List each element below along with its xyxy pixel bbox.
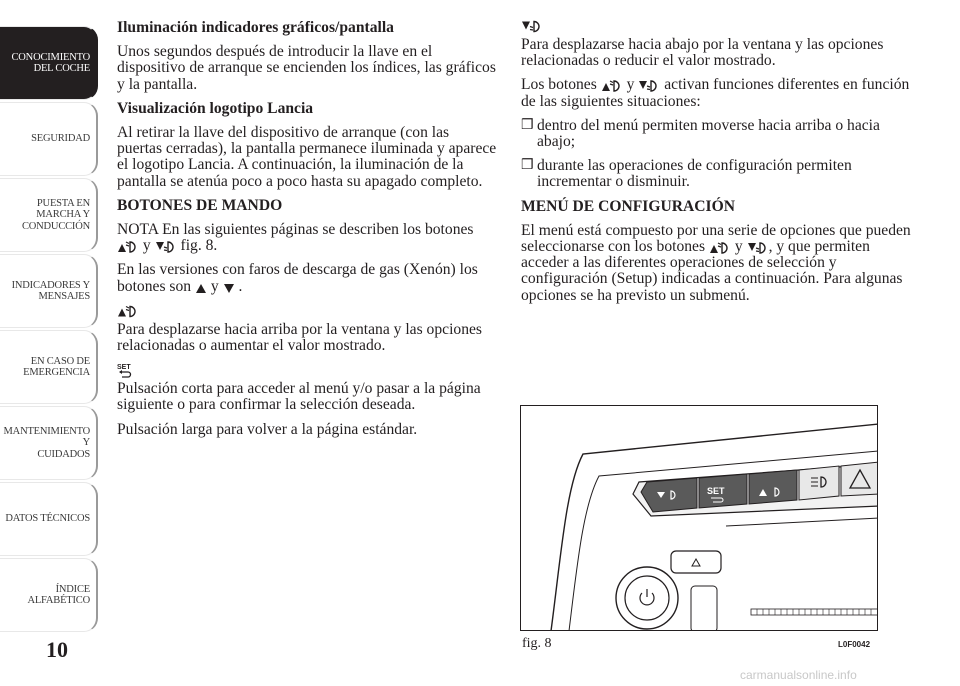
tab-indicadores-y-mensajes[interactable] — [0, 254, 98, 328]
heading-botones-de-mando: BOTONES DE MANDO — [117, 196, 283, 214]
set-icon — [117, 362, 133, 378]
paragraph-botones-funciones: Los botones y activan funciones diferentes en función de las siguientes situaciones: — [521, 76, 910, 110]
tab-en-caso-de-emergencia[interactable] — [0, 330, 98, 404]
arrow-up-light-icon — [709, 240, 731, 254]
arrow-down-light-icon — [521, 18, 543, 33]
tab-label: MANTENIMIENTO Y CUIDADOS — [3, 425, 90, 460]
tab-label: SEGURIDAD — [31, 133, 90, 145]
tab-label: DATOS TÉCNICOS — [5, 513, 90, 525]
tab-label: CONOCIMIENTO DEL COCHE — [11, 51, 90, 74]
triangle-down-icon — [223, 282, 235, 294]
paragraph-nota: NOTA En las siguientes páginas se describen los botones y fig. 8. — [117, 221, 474, 255]
tab-label: INDICADORES Y MENSAJES — [11, 279, 90, 302]
down-button-illustration — [641, 478, 697, 512]
tab-puesta-en-marcha[interactable] — [0, 178, 98, 252]
set-button-text: SET — [707, 486, 725, 496]
arrow-down-light-icon — [638, 78, 660, 92]
power-knob-illustration — [616, 567, 678, 629]
arrow-down-light-icon — [155, 239, 177, 253]
up-button-symbol — [117, 303, 497, 320]
set-button-illustration — [699, 474, 747, 508]
eject-button-illustration — [671, 551, 721, 573]
paragraph-iluminacion: Unos segundos después de introducir la llave en el dispositivo de arranque se encienden los índices, las gráficos y la pantalla. — [117, 43, 496, 93]
list-item: ❒ durante las operaciones de configuración permiten incrementar o disminuir. — [521, 157, 852, 191]
page-number: 10 — [46, 637, 68, 662]
tab-mantenimiento-y-cuidados[interactable] — [0, 406, 98, 480]
heading-logotipo: Visualización logotipo Lancia — [117, 99, 314, 117]
paragraph-menu: El menú está compuesto por una serie de opciones que pueden seleccionarse con los botones y , y que permiten acceder a las diferentes operaciones de selección y configuración (Setup) indicadas a continuación. Para algunas opciones se ha previsto un submenú. — [521, 221, 911, 304]
figure-button-panel — [520, 405, 878, 631]
paragraph-set-long: Pulsación larga para volver a la página estándar. — [117, 420, 418, 438]
paragraph-logotipo: Al retirar la llave del dispositivo de arranque (con las puertas cerradas), la pantalla permanece iluminada y aparece el logotipo Lancia. A continuación, la iluminación de la pantalla se atenúa poco a poco hasta su apagado completo. — [117, 124, 497, 190]
list-item: ❒ dentro del menú permiten moverse hacia arriba o hacia abajo; — [521, 116, 880, 151]
tab-indice-alfabetico[interactable] — [0, 558, 98, 632]
paragraph-down-button: Para desplazarse hacia abajo por la ventana y las opciones relacionadas o reducir el valor mostrado. — [521, 36, 884, 70]
chapter-sidebar — [0, 26, 100, 630]
tab-seguridad[interactable] — [0, 102, 98, 176]
left-column — [117, 18, 497, 446]
triangle-up-icon — [195, 282, 207, 294]
checkbox-bullet-icon: ❒ — [521, 158, 534, 174]
watermark: carmanualsonline.info — [740, 668, 857, 682]
paragraph-xenon: En las versiones con faros de descarga de gas (Xenón) los botones son y . — [117, 261, 478, 295]
arrow-up-light-icon — [601, 78, 623, 92]
paragraph-up-button: Para desplazarse hacia arriba por la ventana y las opciones relacionadas o aumentar el valor mostrado. — [117, 320, 482, 355]
tab-label: EN CASO DE EMERGENCIA — [23, 355, 90, 378]
set-icon-text: SET — [117, 364, 131, 372]
figure-caption: fig. 8 — [522, 636, 552, 651]
figure-code: L0F0042 — [838, 640, 871, 649]
arrow-up-light-icon — [117, 303, 139, 318]
dashboard-illustration — [521, 406, 878, 631]
up-button-illustration — [749, 470, 797, 504]
tab-conocimiento-del-coche[interactable] — [0, 26, 98, 100]
fog-light-button-illustration — [799, 466, 839, 500]
paragraph-set-short: Pulsación corta para acceder al menú y/o pasar a la página siguiente o para confirmar la selección deseada. — [117, 380, 481, 414]
set-button-symbol — [117, 362, 497, 379]
tab-label: PUESTA EN MARCHA Y CONDUCCIÓN — [21, 197, 90, 232]
heading-iluminacion: Iluminación indicadores gráficos/pantalla — [117, 19, 394, 36]
checkbox-bullet-icon: ❒ — [521, 117, 534, 133]
down-button-symbol — [521, 18, 915, 35]
arrow-up-light-icon — [117, 239, 139, 253]
right-column — [521, 18, 915, 312]
hazard-button-illustration — [841, 462, 878, 496]
arrow-down-light-icon — [747, 240, 769, 254]
tab-label: ÍNDICE ALFABÉTICO — [27, 583, 90, 606]
heading-menu-configuracion: MENÚ DE CONFIGURACIÓN — [521, 197, 735, 215]
tab-datos-tecnicos[interactable] — [0, 482, 98, 556]
